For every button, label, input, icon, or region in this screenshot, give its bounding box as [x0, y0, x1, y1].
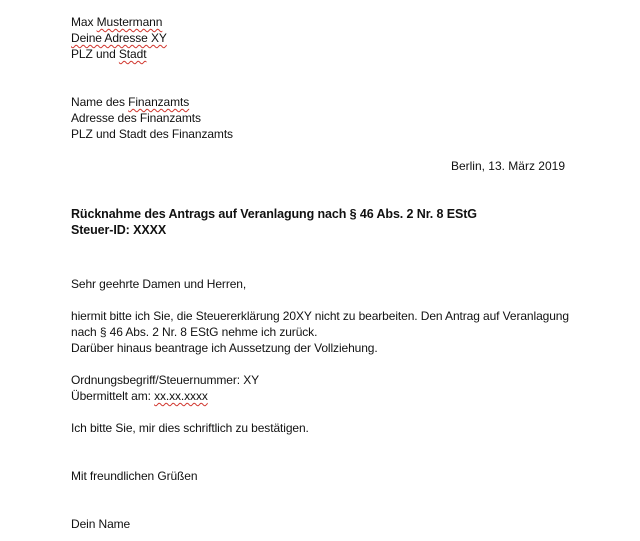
sent-date [71, 388, 208, 404]
sent-date-value: xx.xx.xxxx [154, 389, 208, 403]
salutation: Sehr geehrte Damen und Herren, [71, 277, 247, 291]
recipient-address: Adresse des Finanzamts [71, 111, 201, 125]
recipient-city: PLZ und Stadt des Finanzamts [71, 127, 233, 141]
sender-address-text: Deine Adresse XY [71, 31, 167, 45]
confirmation-request: Ich bitte Sie, mir dies schriftlich zu bestätigen. [71, 421, 309, 435]
sender-address [71, 30, 167, 46]
recipient-name-rest: Finanzamts [128, 95, 190, 109]
sender-name [71, 14, 162, 30]
signature-name: Dein Name [71, 517, 131, 531]
subject-line-1: Rücknahme des Antrags auf Veranlagung nach § 46 Abs. 2 Nr. 8 EStG [71, 207, 477, 221]
recipient-name [71, 94, 189, 110]
closing: Mit freundlichen Grüßen [71, 469, 198, 483]
recipient-name-prefix: Name des [71, 95, 129, 109]
sent-date-label: Übermittelt am: [71, 389, 155, 403]
sender-first-name: Max [71, 15, 97, 29]
body-line-1: hiermit bitte ich Sie, die Steuererklärung 20XY nicht zu bearbeiten. Den Antrag auf Veranlagung [71, 309, 569, 323]
sender-city-name: Stadt [118, 47, 147, 61]
subject-line-2: Steuer-ID: XXXX [71, 223, 167, 237]
sender-city-prefix: PLZ und [71, 47, 119, 61]
reference-number: Ordnungsbegriff/Steuernummer: XY [71, 373, 260, 387]
date-line: Berlin, 13. März 2019 [450, 159, 565, 173]
body-line-3: Darüber hinaus beantrage ich Aussetzung der Vollziehung. [71, 341, 378, 355]
sender-last-name: Mustermann [96, 15, 163, 29]
sender-city [71, 46, 146, 62]
body-line-2: nach § 46 Abs. 2 Nr. 8 EStG nehme ich zurück. [71, 325, 318, 339]
